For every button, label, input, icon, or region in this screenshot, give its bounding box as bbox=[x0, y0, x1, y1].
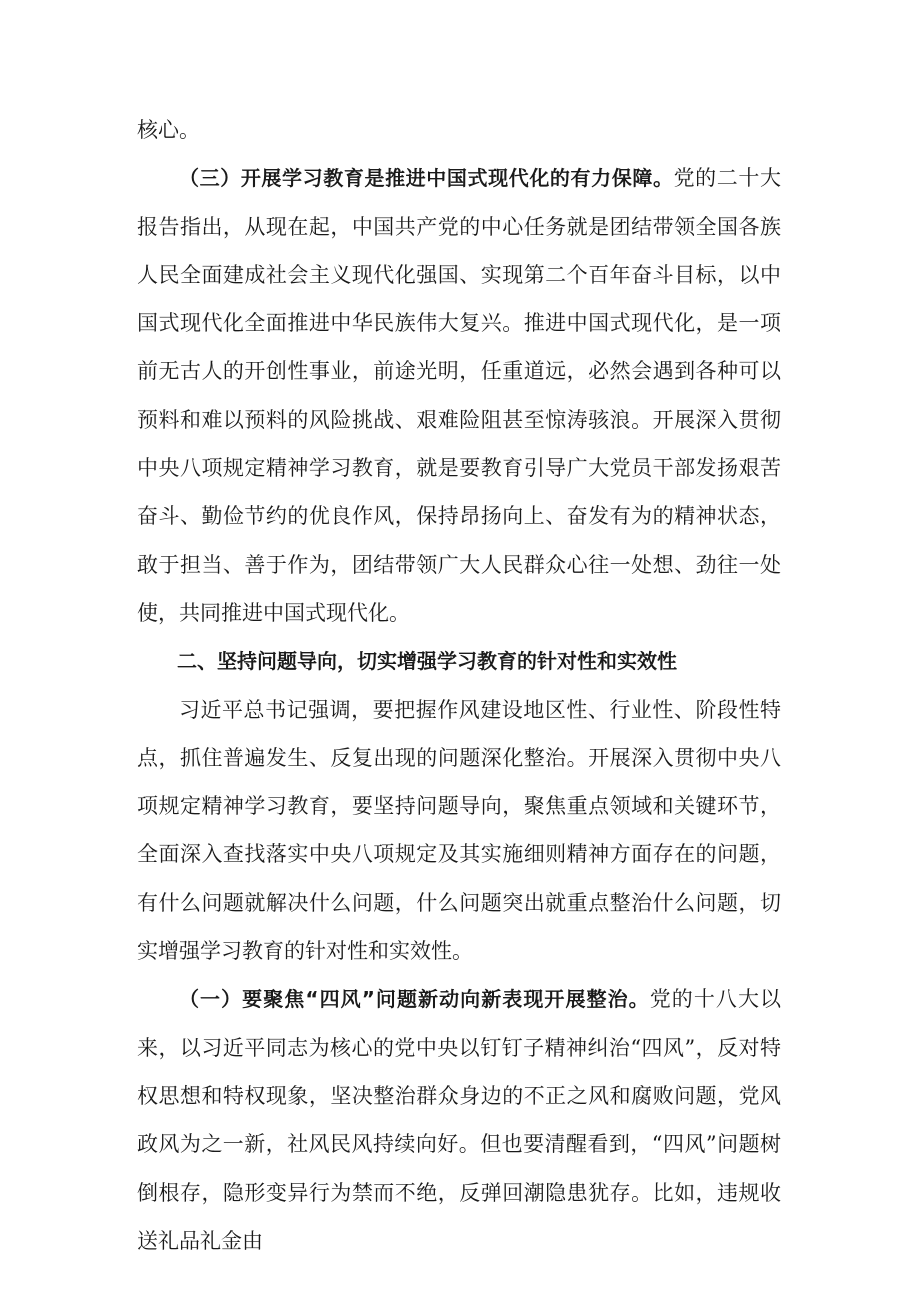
paragraph-problem-orientation bbox=[137, 686, 781, 976]
paragraph-lead: （三）开展学习教育是推进中国式现代化的有力保障。 bbox=[179, 166, 674, 191]
paragraph-text: 习近平总书记强调，要把握作风建设地区性、行业性、阶段性特点，抓住普遍发生、反复出现的问题深化整治。开展深入贯彻中央八项规定精神学习教育，要坚持问题导向，聚焦重点领域和关键环节，全面深入查找落实中央八项规定及其实施细则精神方面存在的问题，有什么问题就解决什么问题，什么问题突出就重点整治什么问题，切实增强学习教育的针对性和实效性。 bbox=[137, 697, 781, 964]
section-heading: 二、坚持问题导向，切实增强学习教育的针对性和实效性 bbox=[177, 649, 677, 674]
paragraph-section-1 bbox=[137, 975, 781, 1265]
paragraph-section-3 bbox=[137, 154, 781, 637]
paragraph-text: 核心。 bbox=[137, 118, 200, 142]
paragraph-text: 党的十八大以来，以习近平同志为核心的党中央以钉钉子精神纠治“四风”，反对特权思想和特权现象，坚决整治群众身边的不正之风和腐败问题，党风政风为之一新，社风民风持续向好。但也要清醒看到，“四风”问题树倒根存，隐形变异行为禁而不绝，反弹回潮隐患犹存。比如，违规收送礼品礼金由 bbox=[137, 987, 782, 1253]
document-body bbox=[137, 106, 781, 1265]
paragraph-lead: （一）要聚焦“四风”问题新动向新表现开展整治。 bbox=[179, 987, 650, 1012]
paragraph-text: 党的二十大报告指出，从现在起，中国共产党的中心任务就是团结带领全国各族人民全面建成社会主义现代化强国、实现第二个百年奋斗目标，以中国式现代化全面推进中华民族伟大复兴。推进中国式现代化，是一项前无古人的开创性事业，前途光明，任重道远，必然会遇到各种可以预料和难以预料的风险挑战、艰难险阻甚至惊涛骇浪。开展深入贯彻中央八项规定精神学习教育，就是要教育引导广大党员干部发扬艰苦奋斗、勤俭节约的优良作风，保持昂扬向上、奋发有为的精神状态，敢于担当、善于作为，团结带领广大人民群众心往一处想、劲往一处使，共同推进中国式现代化。 bbox=[137, 166, 782, 625]
paragraph-continuation bbox=[137, 106, 781, 154]
